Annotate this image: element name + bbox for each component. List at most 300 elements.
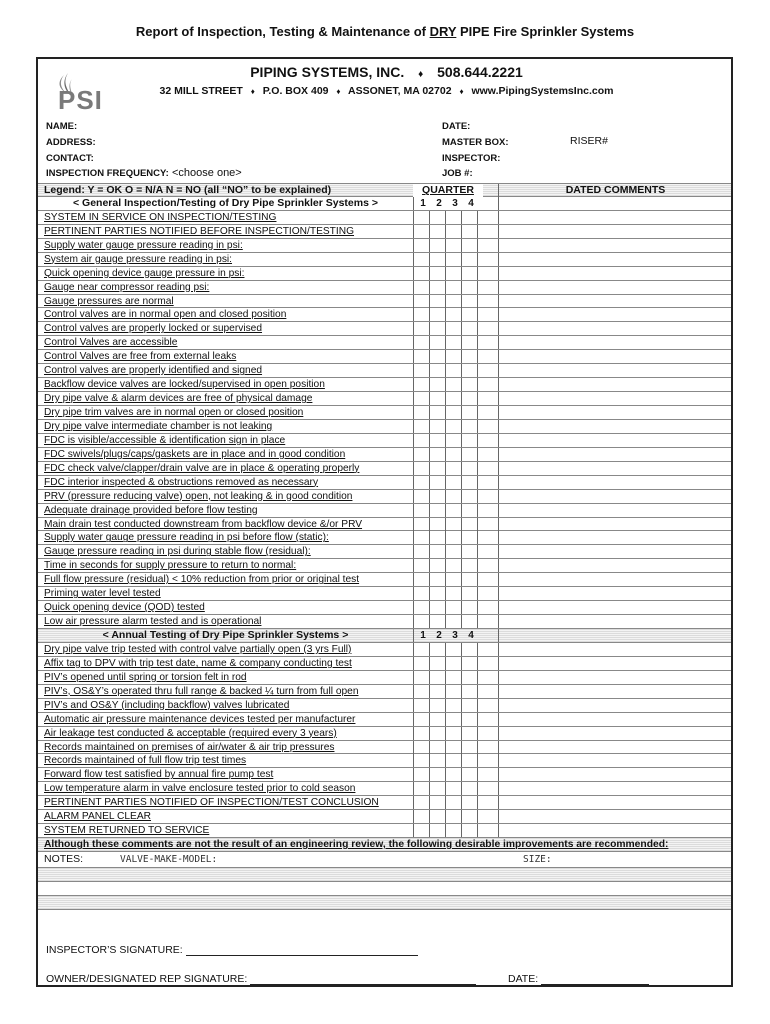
checklist-item-label: Gauge pressures are normal [44, 295, 174, 307]
comment-cell[interactable] [498, 671, 731, 684]
quarter-number: 3 [452, 197, 458, 209]
quarter-checkbox-cell[interactable] [429, 308, 445, 321]
date-label: DATE: [442, 121, 471, 132]
comment-cell[interactable] [498, 518, 731, 531]
address-label: ADDRESS: [46, 137, 96, 148]
quarter-checkbox-cell[interactable] [461, 615, 477, 628]
quarter-checkbox-cell[interactable] [445, 573, 461, 586]
quarter-checkbox-cell[interactable] [429, 225, 445, 238]
quarter-checkbox-cell[interactable] [429, 420, 445, 433]
quarter-checkbox-cell[interactable] [445, 281, 461, 294]
comment-cell[interactable] [498, 253, 731, 266]
quarter-checkbox-cell[interactable] [461, 462, 477, 475]
quarter-spacer [477, 322, 493, 335]
quarter-checkbox-cell[interactable] [413, 587, 429, 600]
quarter-checkbox-cell[interactable] [461, 253, 477, 266]
quarter-spacer [477, 810, 493, 823]
quarter-checkbox-cell[interactable] [461, 406, 477, 419]
quarter-checkbox-cell[interactable] [429, 643, 445, 656]
quarter-checkbox-cell[interactable] [413, 448, 429, 461]
inspector-signature-line[interactable] [186, 945, 418, 956]
quarter-checkbox-cell[interactable] [461, 295, 477, 308]
quarter-checkbox-cell[interactable] [461, 322, 477, 335]
quarter-checkbox-cell[interactable] [461, 308, 477, 321]
diamond-separator: ♦ [336, 87, 341, 96]
quarter-checkbox-cell[interactable] [429, 685, 445, 698]
checklist-item-label: FDC check valve/clapper/drain valve are in place & operating properly [44, 462, 360, 474]
quarter-checkbox-cell[interactable] [413, 253, 429, 266]
quarter-checkbox-cell[interactable] [445, 420, 461, 433]
quarter-number: 2 [436, 630, 442, 641]
quarter-checkbox-cell[interactable] [461, 559, 477, 572]
comment-cell[interactable] [498, 308, 731, 321]
quarter-checkbox-cell[interactable] [429, 518, 445, 531]
quarter-checkbox-cell[interactable] [429, 406, 445, 419]
quarter-checkbox-cell[interactable] [461, 281, 477, 294]
quarter-spacer [477, 406, 493, 419]
quarter-checkbox-cell[interactable] [413, 281, 429, 294]
quarter-checkbox-cell[interactable] [429, 531, 445, 544]
comment-cell[interactable] [498, 782, 731, 795]
quarter-checkbox-cell[interactable] [413, 378, 429, 391]
quarter-checkbox-cell[interactable] [413, 545, 429, 558]
quarter-checkbox-cell[interactable] [413, 225, 429, 238]
comment-cell[interactable] [498, 434, 731, 447]
quarter-checkbox-cell[interactable] [461, 448, 477, 461]
quarter-checkbox-cell[interactable] [445, 768, 461, 781]
comment-cell[interactable] [498, 768, 731, 781]
checklist-item-label: Dry pipe valve intermediate chamber is not leaking [44, 420, 273, 432]
comment-cell[interactable] [498, 741, 731, 754]
quarter-spacer [477, 267, 493, 280]
quarter-checkbox-cell[interactable] [429, 699, 445, 712]
quarter-spacer [477, 448, 493, 461]
checklist-row [38, 518, 731, 532]
company-header [38, 64, 735, 80]
quarter-checkbox-cell[interactable] [413, 796, 429, 809]
checklist-item-label: Records maintained of full flow trip test times [44, 755, 247, 767]
quarter-spacer [477, 239, 493, 252]
quarter-checkbox-cell[interactable] [429, 727, 445, 740]
quarter-checkbox-cell[interactable] [413, 657, 429, 670]
quarter-checkbox-cell[interactable] [413, 490, 429, 503]
quarter-checkbox-cell[interactable] [445, 796, 461, 809]
inspector-signature-label: INSPECTOR’S SIGNATURE: [46, 944, 183, 956]
quarter-checkbox-cell[interactable] [445, 685, 461, 698]
quarter-checkbox-cell[interactable] [413, 601, 429, 614]
quarter-checkbox-cell[interactable] [461, 782, 477, 795]
quarter-checkbox-cell[interactable] [413, 350, 429, 363]
checklist-item-label: PERTINENT PARTIES NOTIFIED OF INSPECTION/TEST CONCLUSION [44, 797, 379, 809]
comment-cell[interactable] [498, 336, 731, 349]
comment-cell[interactable] [498, 448, 731, 461]
checklist-item-label: Gauge near compressor reading psi: [44, 281, 210, 293]
quarter-spacer [477, 392, 493, 405]
quarter-checkbox-cell[interactable] [445, 295, 461, 308]
notes-line[interactable] [38, 882, 731, 896]
checklist-item-label: Control Valves are free from external leaks [44, 351, 237, 363]
quarter-checkbox-cell[interactable] [461, 657, 477, 670]
comment-cell[interactable] [498, 699, 731, 712]
quarter-checkbox-cell[interactable] [429, 350, 445, 363]
checklist-row [38, 490, 731, 504]
comment-cell[interactable] [498, 281, 731, 294]
comment-cell[interactable] [498, 643, 731, 656]
quarter-checkbox-cell[interactable] [429, 364, 445, 377]
quarter-checkbox-cell[interactable] [429, 448, 445, 461]
quarter-checkbox-cell[interactable] [445, 476, 461, 489]
quarter-checkbox-cell[interactable] [429, 322, 445, 335]
quarter-checkbox-cell[interactable] [429, 587, 445, 600]
quarter-checkbox-cell[interactable] [413, 420, 429, 433]
company-website: www.PipingSystemsInc.com [471, 85, 614, 97]
checklist-item-label: Records maintained on premises of air/water & air trip pressures [44, 741, 335, 753]
quarter-checkbox-cell[interactable] [461, 267, 477, 280]
comment-cell[interactable] [498, 754, 731, 767]
comment-cell[interactable] [498, 559, 731, 572]
quarter-checkbox-cell[interactable] [445, 392, 461, 405]
legend-row [38, 183, 731, 197]
quarter-spacer [477, 490, 493, 503]
quarter-checkbox-cell[interactable] [461, 727, 477, 740]
quarter-checkbox-cell[interactable] [445, 253, 461, 266]
quarter-checkbox-cell[interactable] [413, 295, 429, 308]
quarter-checkbox-cell[interactable] [461, 392, 477, 405]
quarter-checkbox-cell[interactable] [413, 615, 429, 628]
quarter-checkbox-cell[interactable] [445, 824, 461, 837]
comment-cell[interactable] [498, 378, 731, 391]
quarter-checkbox-cell[interactable] [445, 741, 461, 754]
quarter-checkbox-cell[interactable] [461, 239, 477, 252]
checklist-item-label: Automatic air pressure maintenance devices tested per manufacturer [44, 713, 356, 725]
comment-cell[interactable] [498, 406, 731, 419]
quarter-checkbox-cell[interactable] [461, 531, 477, 544]
quarter-checkbox-cell[interactable] [429, 713, 445, 726]
checklist-item-label: Dry pipe trim valves are in normal open or closed position [44, 407, 304, 418]
quarter-checkbox-cell[interactable] [461, 601, 477, 614]
quarter-checkbox-cell[interactable] [413, 406, 429, 419]
quarter-checkbox-cell[interactable] [413, 671, 429, 684]
owner-signature-line[interactable] [250, 974, 476, 985]
quarter-checkbox-cell[interactable] [429, 559, 445, 572]
quarter-checkbox-cell[interactable] [413, 267, 429, 280]
quarter-checkbox-cell[interactable] [413, 824, 429, 837]
checklist-item-label: Adequate drainage provided before flow testing [44, 504, 258, 516]
quarter-checkbox-cell[interactable] [429, 615, 445, 628]
master-box-label: MASTER BOX: [442, 137, 509, 148]
quarter-checkbox-cell[interactable] [445, 727, 461, 740]
comment-cell[interactable] [498, 322, 731, 335]
comment-cell[interactable] [498, 685, 731, 698]
quarter-spacer [477, 336, 493, 349]
quarter-checkbox-cell[interactable] [445, 699, 461, 712]
address-street: 32 MILL STREET [159, 85, 243, 97]
quarter-spacer [477, 615, 493, 628]
quarter-checkbox-cell[interactable] [445, 211, 461, 224]
quarter-checkbox-cell[interactable] [429, 754, 445, 767]
quarter-checkbox-cell[interactable] [445, 601, 461, 614]
quarter-checkbox-cell[interactable] [445, 657, 461, 670]
quarter-checkbox-cell[interactable] [445, 336, 461, 349]
checklist-item-label: PRV (pressure reducing valve) open, not leaking & in good condition [44, 490, 353, 502]
quarter-checkbox-cell[interactable] [429, 545, 445, 558]
comment-cell[interactable] [498, 824, 731, 837]
comment-cell[interactable] [498, 239, 731, 252]
quarter-checkbox-cell[interactable] [413, 364, 429, 377]
checklist-item-label: PIV’s opened until spring or torsion felt in rod [44, 671, 247, 683]
quarter-checkbox-cell[interactable] [445, 504, 461, 517]
quarter-checkbox-cell[interactable] [461, 741, 477, 754]
quarter-checkbox-cell[interactable] [429, 573, 445, 586]
comment-cell[interactable] [498, 796, 731, 809]
quarter-checkbox-cell[interactable] [461, 768, 477, 781]
quarter-checkbox-cell[interactable] [413, 336, 429, 349]
quarter-checkbox-cell[interactable] [429, 476, 445, 489]
quarter-spacer [477, 699, 493, 712]
checklist-item-label: Supply water gauge pressure reading in psi: [44, 239, 243, 251]
contact-label: CONTACT: [46, 153, 94, 164]
quarter-checkbox-cell[interactable] [413, 392, 429, 405]
quarter-checkbox-cell[interactable] [413, 741, 429, 754]
quarter-checkbox-cell[interactable] [429, 336, 445, 349]
comment-cell[interactable] [498, 657, 731, 670]
quarter-checkbox-cell[interactable] [413, 518, 429, 531]
quarter-checkbox-cell[interactable] [461, 420, 477, 433]
quarter-checkbox-cell[interactable] [445, 434, 461, 447]
quarter-checkbox-cell[interactable] [461, 587, 477, 600]
quarter-checkbox-cell[interactable] [461, 378, 477, 391]
quarter-checkbox-cell[interactable] [413, 768, 429, 781]
quarter-checkbox-cell[interactable] [445, 448, 461, 461]
comment-cell[interactable] [498, 211, 731, 224]
quarter-checkbox-cell[interactable] [413, 476, 429, 489]
checklist-row [38, 225, 731, 239]
comment-cell[interactable] [498, 267, 731, 280]
quarter-checkbox-cell[interactable] [461, 225, 477, 238]
quarter-checkbox-cell[interactable] [445, 810, 461, 823]
quarter-checkbox-cell[interactable] [413, 504, 429, 517]
comment-cell[interactable] [498, 727, 731, 740]
quarter-checkbox-cell[interactable] [445, 671, 461, 684]
owner-date [508, 973, 649, 985]
frequency-select[interactable]: <choose one> [172, 167, 242, 179]
quarter-checkbox-cell[interactable] [461, 685, 477, 698]
comment-cell[interactable] [498, 504, 731, 517]
checklist-item-label: Dry pipe valve & alarm devices are free of physical damage [44, 393, 313, 405]
quarter-checkbox-cell[interactable] [461, 754, 477, 767]
quarter-checkbox-cell[interactable] [445, 545, 461, 558]
quarter-checkbox-cell[interactable] [429, 295, 445, 308]
title-prefix: Report of Inspection, Testing & Maintenance of [135, 24, 430, 39]
checklist-row [38, 754, 731, 768]
checklist-row [38, 350, 731, 364]
checklist-item-label: Control valves are properly locked or supervised [44, 323, 263, 335]
quarter-checkbox-cell[interactable] [461, 350, 477, 363]
quarter-checkbox-cell[interactable] [429, 267, 445, 280]
quarter-checkbox-cell[interactable] [445, 531, 461, 544]
quarter-checkbox-cell[interactable] [445, 364, 461, 377]
quarter-checkbox-cell[interactable] [429, 281, 445, 294]
quarter-checkbox-cell[interactable] [461, 518, 477, 531]
checklist-row [38, 545, 731, 559]
quarter-checkbox-cell[interactable] [413, 699, 429, 712]
comment-cell[interactable] [498, 225, 731, 238]
checklist-item-label: Quick opening device (QOD) tested [44, 602, 205, 614]
valve-make-model-field[interactable]: VALVE-MAKE-MODEL: [120, 854, 218, 865]
quarter-checkbox-cell[interactable] [429, 768, 445, 781]
comment-cell[interactable] [498, 420, 731, 433]
quarter-checkbox-cell[interactable] [413, 211, 429, 224]
quarter-checkbox-cell[interactable] [461, 504, 477, 517]
notes-line[interactable] [38, 868, 731, 882]
comment-cell[interactable] [498, 295, 731, 308]
quarter-checkbox-cell[interactable] [413, 573, 429, 586]
checklist-item-label: Quick opening device gauge pressure in psi: [44, 267, 245, 279]
quarter-checkbox-cell[interactable] [429, 211, 445, 224]
quarter-spacer [477, 754, 493, 767]
quarter-checkbox-cell[interactable] [461, 810, 477, 823]
inspector-label: INSPECTOR: [442, 153, 501, 164]
job-label: JOB #: [442, 168, 473, 179]
comment-cell[interactable] [498, 615, 731, 628]
quarter-spacer [477, 504, 493, 517]
quarter-checkbox-cell[interactable] [413, 531, 429, 544]
quarter-checkbox-cell[interactable] [445, 350, 461, 363]
quarter-spacer [477, 350, 493, 363]
notes-line[interactable] [38, 896, 731, 910]
checklist-item-label: Low temperature alarm in valve enclosure tested prior to cold season [44, 783, 356, 795]
quarter-checkbox-cell[interactable] [413, 685, 429, 698]
quarter-spacer [477, 364, 493, 377]
checklist-row [38, 267, 731, 281]
quarter-checkbox-cell[interactable] [461, 476, 477, 489]
quarter-checkbox-cell[interactable] [413, 810, 429, 823]
checklist-row [38, 782, 731, 796]
quarter-checkbox-cell[interactable] [413, 462, 429, 475]
checklist-row [38, 253, 731, 267]
quarter-checkbox-cell[interactable] [461, 643, 477, 656]
quarter-checkbox-cell[interactable] [413, 782, 429, 795]
page-title [0, 24, 770, 39]
quarter-checkbox-cell[interactable] [429, 462, 445, 475]
quarter-checkbox-cell[interactable] [429, 378, 445, 391]
quarter-number: 3 [452, 630, 458, 641]
quarter-checkbox-cell[interactable] [445, 406, 461, 419]
checklist-row [38, 295, 731, 309]
quarter-checkbox-cell[interactable] [461, 336, 477, 349]
quarter-spacer [477, 308, 493, 321]
quarter-checkbox-cell[interactable] [429, 601, 445, 614]
quarter-checkbox-cell[interactable] [461, 713, 477, 726]
comment-cell[interactable] [498, 587, 731, 600]
quarter-checkbox-cell[interactable] [413, 754, 429, 767]
quarter-checkbox-cell[interactable] [445, 225, 461, 238]
checklist-row [38, 587, 731, 601]
quarter-checkbox-cell[interactable] [461, 671, 477, 684]
comment-cell[interactable] [498, 392, 731, 405]
quarter-checkbox-cell[interactable] [445, 587, 461, 600]
quarter-checkbox-cell[interactable] [429, 810, 445, 823]
quarter-checkbox-cell[interactable] [429, 392, 445, 405]
comment-cell[interactable] [498, 490, 731, 503]
quarter-checkbox-cell[interactable] [445, 754, 461, 767]
quarter-checkbox-cell[interactable] [445, 518, 461, 531]
quarter-checkbox-cell[interactable] [429, 253, 445, 266]
comment-cell[interactable] [498, 364, 731, 377]
quarter-checkbox-cell[interactable] [429, 796, 445, 809]
quarter-checkbox-cell[interactable] [429, 671, 445, 684]
comment-cell[interactable] [498, 531, 731, 544]
comment-cell[interactable] [498, 350, 731, 363]
date-line[interactable] [541, 974, 649, 985]
checklist-row [38, 810, 731, 824]
quarter-checkbox-cell[interactable] [445, 322, 461, 335]
quarter-checkbox-cell[interactable] [461, 699, 477, 712]
quarter-checkbox-cell[interactable] [413, 643, 429, 656]
comment-cell[interactable] [498, 713, 731, 726]
quarter-checkbox-cell[interactable] [413, 713, 429, 726]
comment-cell[interactable] [498, 573, 731, 586]
comment-cell[interactable] [498, 462, 731, 475]
quarter-spacer [477, 545, 493, 558]
quarter-checkbox-cell[interactable] [413, 322, 429, 335]
quarter-spacer [477, 462, 493, 475]
quarter-checkbox-cell[interactable] [445, 559, 461, 572]
quarter-checkbox-cell[interactable] [445, 308, 461, 321]
comment-cell[interactable] [498, 810, 731, 823]
quarter-checkbox-cell[interactable] [461, 573, 477, 586]
quarter-checkbox-cell[interactable] [413, 559, 429, 572]
quarter-checkbox-cell[interactable] [445, 267, 461, 280]
quarter-checkbox-cell[interactable] [429, 782, 445, 795]
quarter-checkbox-cell[interactable] [413, 308, 429, 321]
checklist-item-label: FDC interior inspected & obstructions removed as necessary [44, 476, 319, 488]
quarter-checkbox-cell[interactable] [429, 824, 445, 837]
quarter-checkbox-cell[interactable] [445, 615, 461, 628]
quarter-checkbox-cell[interactable] [461, 824, 477, 837]
quarter-checkbox-cell[interactable] [413, 239, 429, 252]
quarter-checkbox-cell[interactable] [445, 378, 461, 391]
quarter-checkbox-cell[interactable] [445, 713, 461, 726]
size-field[interactable]: SIZE: [523, 854, 552, 865]
quarter-checkbox-cell[interactable] [429, 490, 445, 503]
quarter-checkbox-cell[interactable] [461, 211, 477, 224]
quarter-checkbox-cell[interactable] [445, 782, 461, 795]
quarter-checkbox-cell[interactable] [461, 796, 477, 809]
checklist-row [38, 741, 731, 755]
quarter-checkbox-cell[interactable] [461, 545, 477, 558]
quarter-checkbox-cell[interactable] [429, 434, 445, 447]
quarter-checkbox-cell[interactable] [413, 434, 429, 447]
quarter-checkbox-cell[interactable] [461, 364, 477, 377]
quarter-checkbox-cell[interactable] [429, 657, 445, 670]
quarter-checkbox-cell[interactable] [413, 727, 429, 740]
quarter-checkbox-cell[interactable] [429, 741, 445, 754]
quarter-checkbox-cell[interactable] [445, 643, 461, 656]
quarter-checkbox-cell[interactable] [445, 239, 461, 252]
comment-cell[interactable] [498, 545, 731, 558]
quarter-checkbox-cell[interactable] [429, 239, 445, 252]
checklist-row [38, 601, 731, 615]
quarter-checkbox-cell[interactable] [461, 434, 477, 447]
quarter-checkbox-cell[interactable] [445, 490, 461, 503]
comment-cell[interactable] [498, 601, 731, 614]
comment-cell[interactable] [498, 476, 731, 489]
quarter-checkbox-cell[interactable] [429, 504, 445, 517]
quarter-checkbox-cell[interactable] [445, 462, 461, 475]
checklist-item-label: Full flow pressure (residual) < 10% reduction from prior or original test [44, 574, 360, 586]
quarter-checkbox-cell[interactable] [461, 490, 477, 503]
